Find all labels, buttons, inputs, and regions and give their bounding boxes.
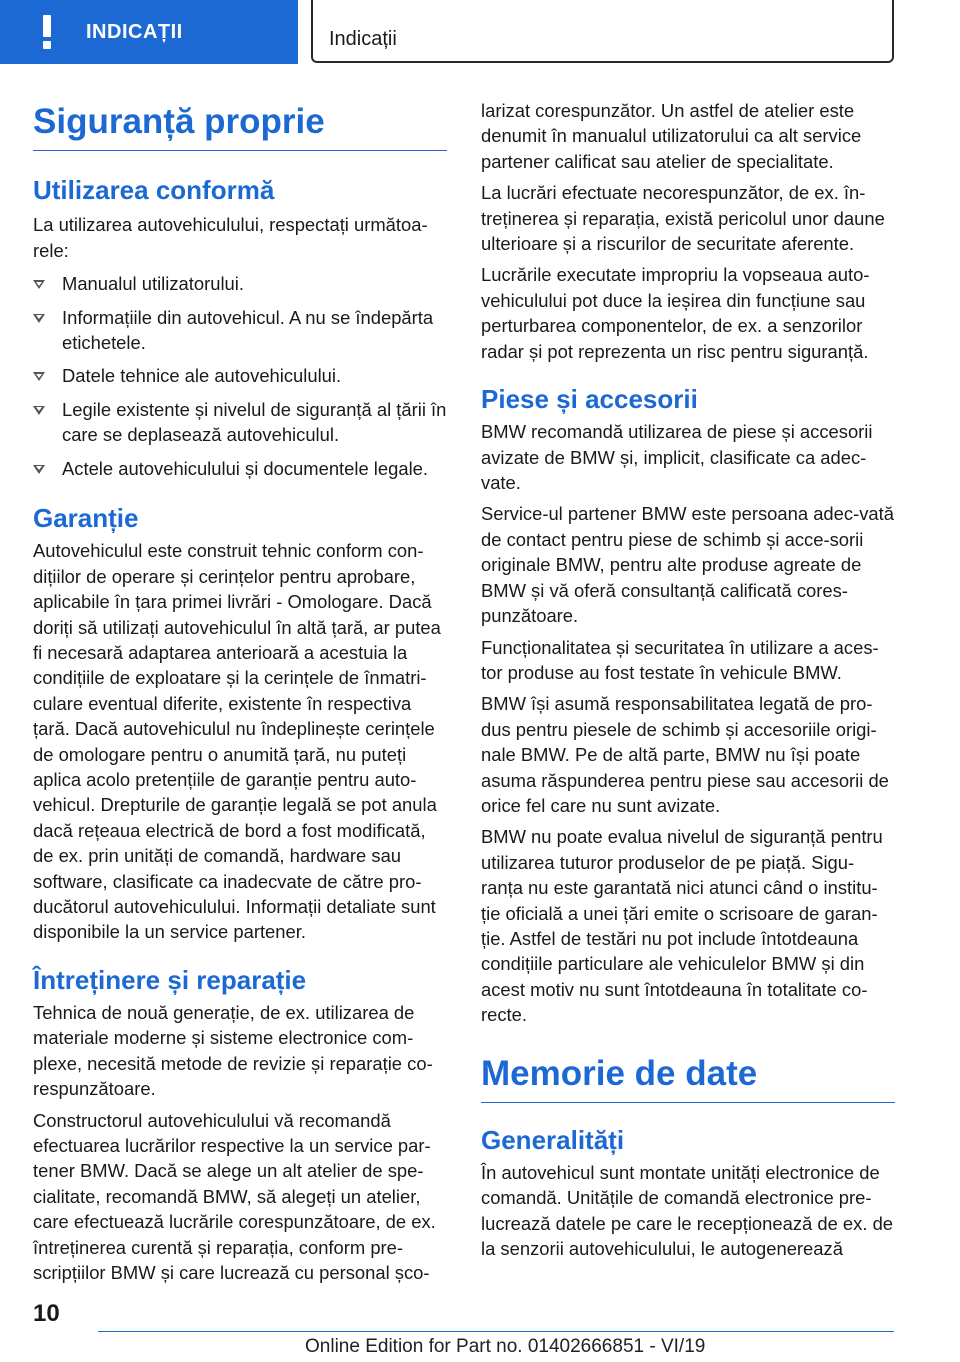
triangle-bullet-icon	[33, 406, 45, 415]
page-number: 10	[33, 1300, 60, 1327]
paragraph: Service-ul partener BMW este persoana adec-vată de contact pentru piese de schimb și acce-sorii originale BMW, pentru alte produse agreate de BMW și vă oferă consultanță calificată cores-punzătoare.	[481, 503, 894, 627]
triangle-bullet-icon	[33, 465, 45, 474]
section-header-label: Indicații	[329, 28, 397, 50]
triangle-bullet-icon	[33, 372, 45, 381]
paragraph: Lucrările executate impropriu la vopseaua auto-vehiculului pot duce la ieșirea din funcțiune sau perturbarea componentelor, de ex. a senzorilor radar și pot reprezenta un risc pentru siguranță.	[481, 264, 870, 362]
chapter-tab	[0, 0, 298, 64]
paragraph: larizat corespunzător. Un astfel de atelier este denumit în manualul utilizatorului ca alt service partener calificat sau atelier de specialitate.	[481, 100, 862, 172]
exclamation-icon	[42, 15, 52, 49]
heading-piese-accesorii: Piese și accesorii	[481, 384, 698, 415]
triangle-bullet-icon	[33, 280, 45, 289]
heading-intretinere-reparatie: Întreținere și reparație	[33, 964, 307, 995]
footer-divider	[98, 1331, 894, 1332]
chapter-tab-label: INDICAȚII	[86, 20, 183, 43]
heading-utilizarea-conforma: Utilizarea conformă	[33, 175, 275, 206]
paragraph: Tehnica de nouă generație, de ex. utilizarea de materiale moderne și sisteme electronice com-plexe, necesită metode de revizie și reparație co-respunzătoare.	[33, 1001, 433, 1100]
footer-edition: Online Edition for Part no. 01402666851 - VI/19	[305, 1336, 706, 1357]
page-title: Siguranță proprie	[33, 102, 447, 151]
paragraph: În autovehicul sunt montate unități electronice de comandă. Unitățile de comandă electronice pre-lucrează datele pe care le recepționează de ex. de la senzorii autovehiculului, le autogenerează	[481, 1162, 894, 1260]
paragraph: BMW nu poate evalua nivelul de siguranță pentru utilizarea tuturor produselor de pe piață. Sigu-ranța nu este garantată nici atunci când o institu-ție oficială a unei țări emite o scrisoare de garan-ție. Astfel de testări nu pot include întotdeauna condițiile particulare ale vehiculelor BMW și din acest motiv nu sunt întotdeauna în totalitate co-recte.	[481, 826, 883, 1026]
section-title-memorie-date: Memorie de date	[481, 1054, 895, 1103]
requirements-list	[33, 271, 447, 481]
heading-generalitati: Generalități	[481, 1124, 625, 1155]
list-item: Manualul utilizatorului.	[33, 271, 447, 296]
list-item: Datele tehnice ale autovehiculului.	[33, 363, 447, 388]
left-column	[33, 92, 447, 1291]
paragraph: Constructorul autovehiculului vă recomandă efectuarea lucrărilor respective la un service par-tener BMW. Dacă se alege un alt atelier de spe-cialitate, recomandă BMW, să alegeți un atelier, care efectuează lucrările corespunzătoare, de ex. întreținerea curentă și reparația, conform pre-scripțiilor BMW și care lucrează cu personal șco-	[33, 1109, 436, 1284]
section-header	[311, 0, 894, 63]
paragraph: BMW recomandă utilizarea de piese și accesorii avizate de BMW și, implicit, clasificate ca adec-vate.	[481, 421, 873, 494]
list-item: Actele autovehiculului și documentele legale.	[33, 456, 447, 481]
paragraph: BMW își asumă responsabilitatea legată de pro-dus pentru piesele de schimb și accesoriile origi-nale BMW. Pe de altă parte, BMW nu își poate asuma răspunderea pentru piese sau accesorii de orice fel care nu sunt avizate.	[481, 693, 889, 816]
right-column	[481, 98, 895, 1268]
paragraph: Autovehiculul este construit tehnic conform con-dițiilor de operare și cerințelor pentru aprobare, aplicabile în țara primei livrări - Omologare. Dacă doriți să utilizați autovehiculul în altă țară, ar putea fi necesară adaptarea anterioară a acestuia la condițiile de exploatare și la cerințele de înmatri-culare eventual diferite, existente în respectiva țară. Dacă autovehiculul nu îndeplinește cerințele de omologare pentru o anumită țară, nu puteți aplica acolo pretențiile de garanție pentru auto-vehicul. Drepturile de garanție legală se pot anula dacă rețeaua electrică de bord a fost modificată, de ex. prin unități de comandă, hardware sau software, clasificate ca inadecvate de către pro-ducătorul autovehiculului. Informații detaliate sunt disponibile la un service partener.	[33, 540, 441, 943]
list-item: Informațiile din autovehicul. A nu se îndepărta etichetele.	[33, 305, 447, 356]
list-item: Legile existente și nivelul de siguranță al țării în care se deplasează autovehiculul.	[33, 397, 447, 448]
triangle-bullet-icon	[33, 314, 45, 323]
paragraph: Funcționalitatea și securitatea în utilizare a aces-tor produse au fost testate în vehicule BMW.	[481, 636, 879, 683]
heading-garantie: Garanție	[33, 503, 139, 534]
paragraph: La utilizarea autovehiculului, respectați următoa-rele:	[33, 214, 428, 261]
paragraph: La lucrări efectuate necorespunzător, de ex. în-treținerea și reparația, există pericolul unor daune ulterioare și a riscurilor de securitate aferente.	[481, 182, 885, 255]
